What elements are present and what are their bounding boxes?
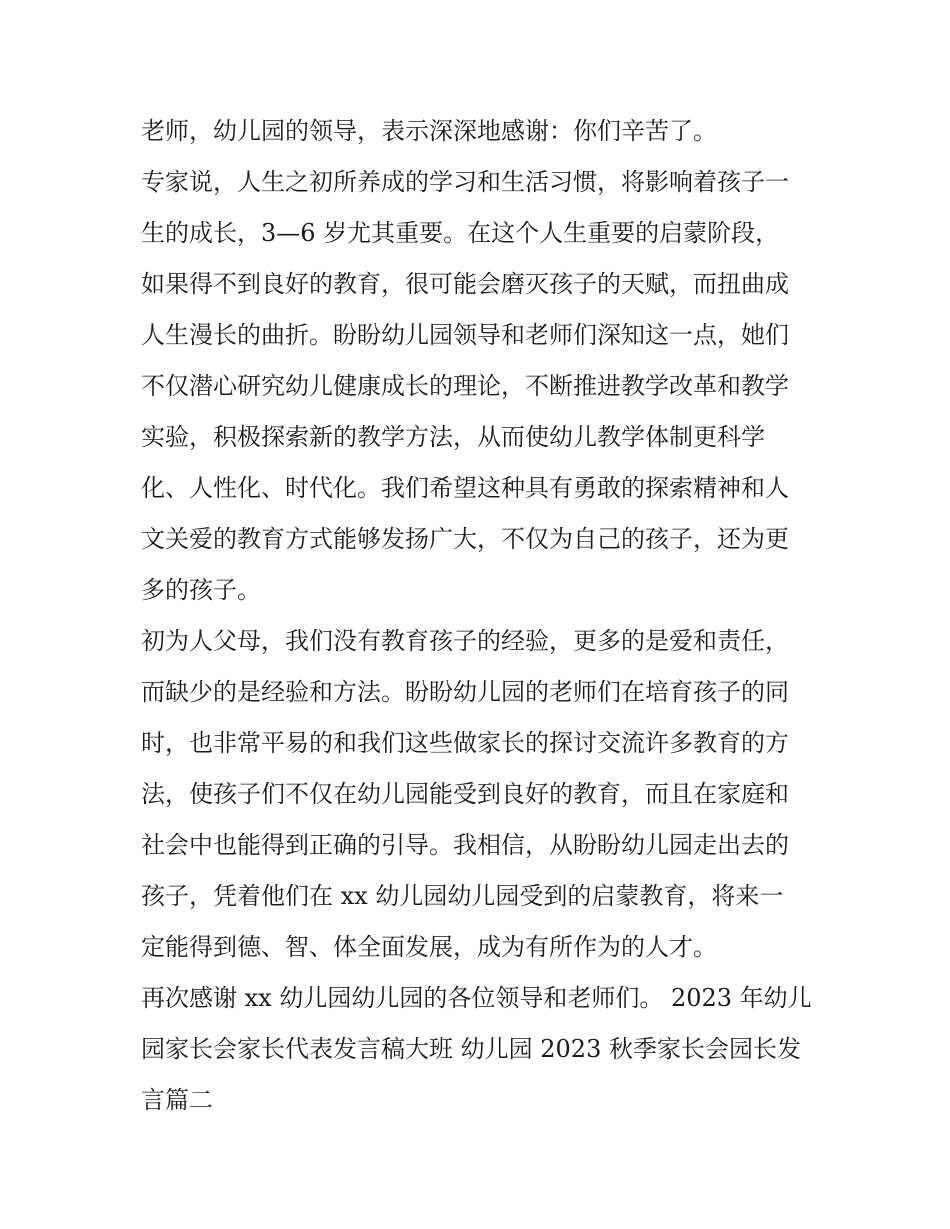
text-line: 而缺少的是经验和方法。盼盼幼儿园的老师们在培育孩子的同: [141, 678, 789, 706]
text-line: 园家长会家长代表发言稿大班 幼儿园 2023 秋季家长会园长发: [141, 1035, 801, 1063]
text-line: 老师，幼儿园的领导，表示深深地感谢：你们辛苦了。: [141, 117, 717, 145]
text-line: 多的孩子。: [141, 576, 261, 604]
text-line: 时，也非常平易的和我们这些做家长的探讨交流许多教育的方: [141, 729, 789, 757]
text-line: 文关爱的教育方式能够发扬广大，不仅为自己的孩子，还为更: [141, 525, 789, 553]
text-line: 专家说，人生之初所养成的学习和生活习惯，将影响着孩子一: [141, 168, 789, 196]
text-line: 如果得不到良好的教育，很可能会磨灭孩子的天赋，而扭曲成: [141, 270, 789, 298]
text-line: 生的成长，3—6 岁尤其重要。在这个人生重要的启蒙阶段，: [141, 219, 780, 247]
text-line: 言篇二: [141, 1086, 213, 1114]
text-line: 孩子，凭着他们在 xx 幼儿园幼儿园受到的启蒙教育，将来一: [141, 882, 784, 910]
text-line: 再次感谢 xx 幼儿园幼儿园的各位领导和老师们。 2023 年幼儿: [141, 984, 812, 1012]
text-line: 实验，积极探索新的教学方法，从而使幼儿教学体制更科学: [141, 423, 765, 451]
text-line: 社会中也能得到正确的引导。我相信，从盼盼幼儿园走出去的: [141, 831, 789, 859]
text-line: 人生漫长的曲折。盼盼幼儿园领导和老师们深知这一点，她们: [141, 321, 789, 349]
text-line: 定能得到德、智、体全面发展，成为有所作为的人才。: [141, 933, 717, 961]
text-line: 法，使孩子们不仅在幼儿园能受到良好的教育，而且在家庭和: [141, 780, 789, 808]
text-line: 化、人性化、时代化。我们希望这种具有勇敢的探索精神和人: [141, 474, 789, 502]
body-text: [141, 106, 821, 1126]
text-line: 不仅潜心研究幼儿健康成长的理论，不断推进教学改革和教学: [141, 372, 789, 400]
text-line: 初为人父母，我们没有教育孩子的经验，更多的是爱和责任，: [141, 627, 789, 655]
